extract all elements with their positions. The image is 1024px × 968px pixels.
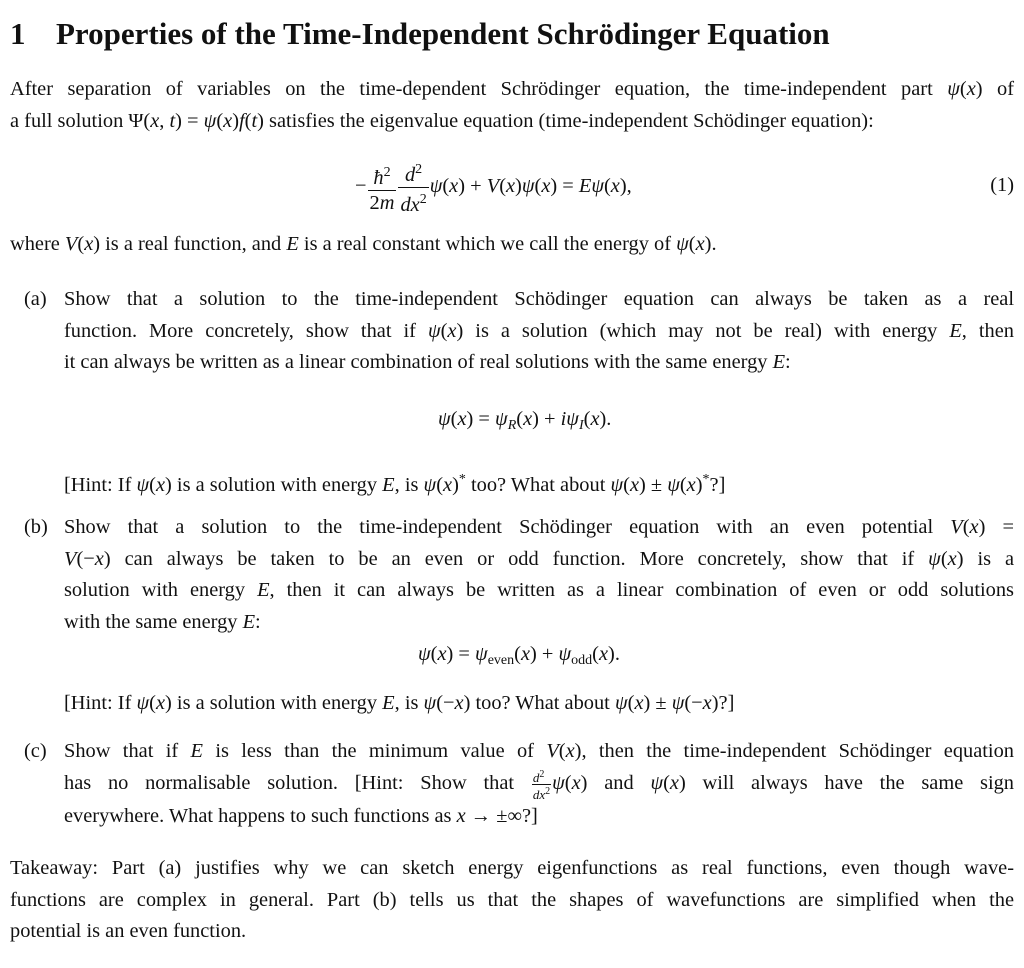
equation-number: (1) xyxy=(990,174,1014,196)
part-b-line-1: Show that a solution to the time-independent Schödinger equation with an even potential V(x) = xyxy=(64,516,1014,538)
where-line: where V(x) is a real function, and E is a real constant which we call the energy of ψ(x). xyxy=(10,233,717,255)
part-b-label: (b) xyxy=(24,516,48,538)
takeaway-line-3: potential is an even function. xyxy=(10,920,247,942)
part-a-label: (a) xyxy=(24,288,47,310)
where-paragraph xyxy=(10,229,1014,261)
equation-b: $\psi(x) = \psi_{even}(x) + \psi_{odd}(x)$. xyxy=(418,643,620,668)
intro-line-2: a full solution Ψ(x, t) = ψ(x)f(t) satisfies the eigenvalue equation (time-independent Schödinger equation): xyxy=(10,109,874,132)
part-b-line-3: solution with energy E, then it can always be written as a linear combination of even or odd solutions xyxy=(64,579,1014,601)
part-c-label: (c) xyxy=(24,740,47,762)
part-a-hint: [Hint: If ψ(x) is a solution with energy E, is ψ(x)* too? What about ψ(x) ± ψ(x)*?] xyxy=(64,472,726,496)
part-c-line-3: everywhere. What happens to such functions as x → ±∞?] xyxy=(64,804,538,827)
section-number: 1 xyxy=(10,16,26,51)
part-c-line-1: Show that if E is less than the minimum value of V(x), then the time-independent Schödinger equation xyxy=(64,740,1014,762)
part-a-line-3: it can always be written as a linear combination of real solutions with the same energy E: xyxy=(64,351,791,373)
part-a-line-2: function. More concretely, show that if ψ(x) is a solution (which may not be real) with energy E, then xyxy=(64,319,1014,342)
takeaway-line-1: Takeaway: Part (a) justifies why we can sketch energy eigenfunctions as real functions, even though wave- xyxy=(10,857,1014,879)
document-page xyxy=(10,0,1014,968)
intro-line-1: After separation of variables on the time-dependent Schrödinger equation, the time-independent part ψ(x) of xyxy=(10,78,1014,100)
section-heading xyxy=(10,14,1014,54)
part-c-line-2: has no normalisable solution. [Hint: Show that $\frac{d^2}{dx^2}$ ψ(x) and ψ(x) will always have the same sign xyxy=(64,768,1015,802)
part-b-line-4: with the same energy E: xyxy=(64,610,261,633)
part-b xyxy=(24,512,1015,638)
part-a xyxy=(24,284,1014,379)
part-c xyxy=(24,736,1015,832)
takeaway-line-2: functions are complex in general. Part (b) tells us that the shapes of wavefunctions are simplified when the xyxy=(10,888,1014,911)
takeaway-paragraph xyxy=(10,853,1014,948)
equation-a: ψ(x) = ψR(x) + iψI(x). xyxy=(438,408,612,433)
part-b-line-2: V(−x) can always be taken to be an even or odd function. More concretely, show that if ψ(x) is a xyxy=(64,547,1015,570)
part-b-hint: [Hint: If ψ(x) is a solution with energy E, is ψ(−x) too? What about ψ(x) ± ψ(−x)?] xyxy=(64,692,735,714)
section-title: Properties of the Time-Independent Schrödinger Equation xyxy=(56,16,830,51)
part-a-line-1: Show that a solution to the time-independent Schödinger equation can always be taken as a real xyxy=(64,288,1014,310)
equation-1: − $\frac{ħ^2}{2m}$ $\frac{d^2}{dx^2}$ ψ(x) + V(x)ψ(x) = Eψ(x), xyxy=(355,158,632,217)
intro-paragraph xyxy=(10,74,1014,137)
